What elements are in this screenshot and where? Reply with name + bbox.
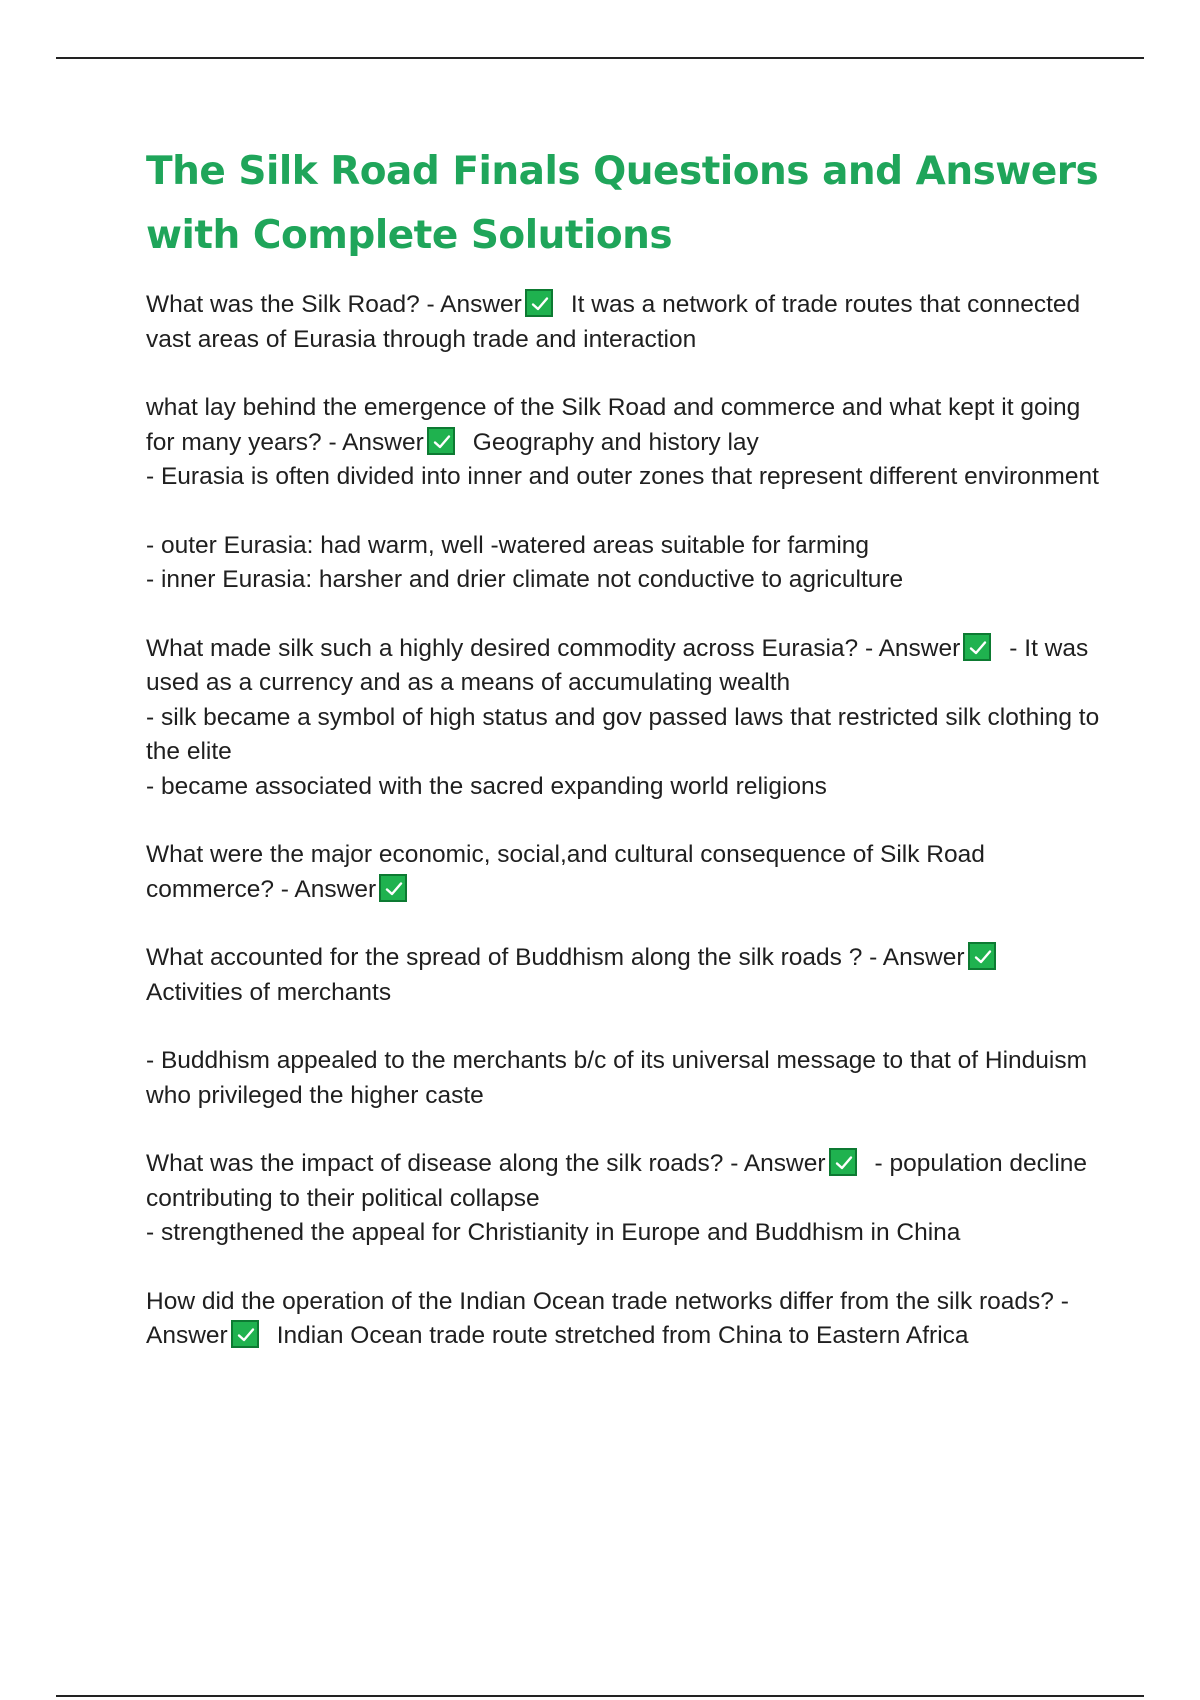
question-text: What was the Silk Road? -	[146, 291, 441, 318]
question-text: What was the impact of disease along the silk roads? -	[146, 1150, 744, 1177]
header-rule	[56, 57, 1144, 59]
qa-question-line	[146, 1147, 1106, 1216]
answer-text: Indian Ocean trade route stretched from China to Eastern Africa	[276, 1322, 969, 1349]
answer-text: It was a network of trade routes that connected vast areas of Eurasia through trade and interaction	[146, 291, 1081, 353]
paragraph-gap	[146, 1010, 1106, 1044]
answer-label: Answer	[342, 428, 424, 456]
answer-label: Answer	[294, 875, 377, 903]
qa-question-line	[146, 838, 1106, 907]
answer-text: - population decline contributing to their political collapse	[146, 1150, 1088, 1212]
green-check-box-icon	[231, 1320, 259, 1348]
qa-item	[146, 1147, 1106, 1251]
answer-line: - outer Eurasia: had warm, well -watered areas suitable for farming	[146, 531, 870, 559]
qa-item	[146, 632, 1106, 805]
qa-question-line	[146, 941, 1106, 1010]
qa-question-line	[146, 632, 1106, 701]
qa-item	[146, 941, 1106, 1113]
question-text: How did the operation of the Indian Ocean trade networks differ from the silk roads? -	[146, 1287, 1069, 1315]
qa-question-line	[146, 1285, 1106, 1354]
answer-line: - inner Eurasia: harsher and drier climate not conductive to agriculture	[146, 566, 904, 593]
qa-item	[146, 1285, 1106, 1354]
question-text: What made silk such a highly desired commodity across Eurasia? -	[146, 634, 879, 662]
answer-line: - Eurasia is often divided into inner and outer zones that represent different environment	[146, 463, 1099, 490]
qa-question-line	[146, 391, 1106, 460]
answer-line: - strengthened the appeal for Christianity in Europe and Buddhism in China	[146, 1219, 961, 1246]
answer-text: - It was used as a currency and as a means of accumulating wealth	[146, 634, 1089, 696]
qa-item	[146, 288, 1106, 357]
document-body	[146, 140, 1106, 1388]
document-title: The Silk Road Finals Questions and Answers with Complete Solutions	[146, 149, 1099, 258]
answer-line: - became associated with the sacred expanding world religions	[146, 772, 827, 800]
qa-question-line	[146, 288, 1106, 357]
green-check-box-icon	[379, 874, 407, 902]
green-check-box-icon	[525, 289, 553, 317]
answer-text: Activities of merchants	[146, 978, 392, 1006]
green-check-box-icon	[963, 633, 991, 661]
answer-line: - silk became a symbol of high status and gov passed laws that restricted silk clothing to the elite	[146, 703, 1100, 765]
answer-label: Answer	[146, 1322, 228, 1349]
green-check-box-icon	[968, 942, 996, 970]
answer-text: Geography and history lay	[472, 428, 759, 456]
paragraph-gap	[146, 495, 1106, 529]
qa-item	[146, 391, 1106, 598]
qa-list	[146, 288, 1106, 1354]
answer-label: Answer	[878, 634, 961, 662]
answer-label: Answer	[743, 1150, 826, 1177]
question-text: What accounted for the spread of Buddhism along the silk roads ? -	[146, 944, 883, 971]
green-check-box-icon	[427, 427, 455, 455]
answer-label: Answer	[440, 291, 522, 318]
question-text: What were the major economic, social,and cultural consequence of Silk Road commerce? -	[146, 841, 985, 903]
answer-line: - Buddhism appealed to the merchants b/c of its universal message to that of Hinduism who privileged the higher caste	[146, 1047, 1088, 1109]
footer-rule	[56, 1695, 1144, 1697]
question-text: what lay behind the emergence of the Silk Road and commerce and what kept it going for many years? -	[146, 394, 1081, 456]
qa-item	[146, 838, 1106, 907]
answer-label: Answer	[882, 944, 965, 971]
green-check-box-icon	[829, 1148, 857, 1176]
